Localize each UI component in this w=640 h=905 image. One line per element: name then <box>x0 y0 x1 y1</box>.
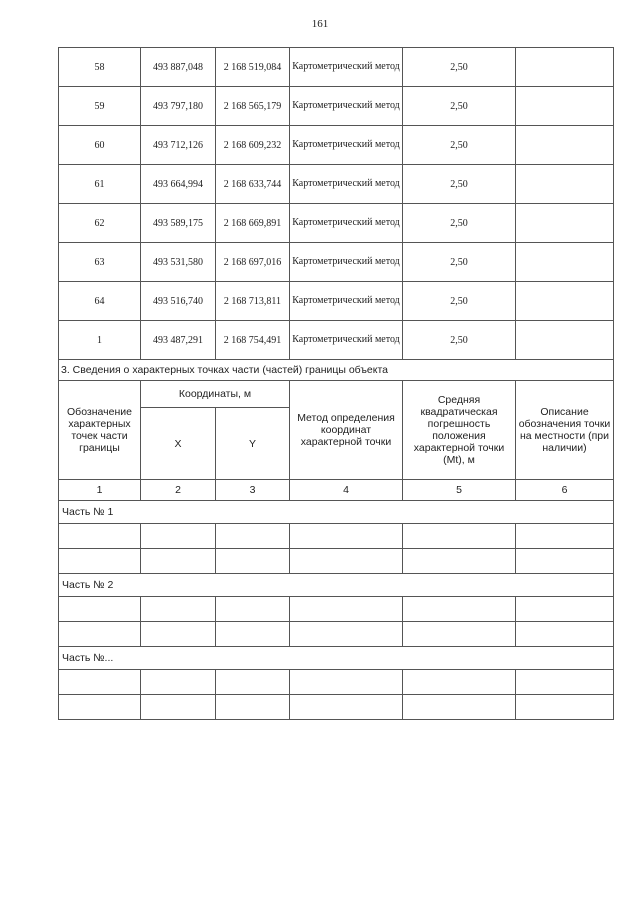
accuracy: 2,50 <box>403 165 516 204</box>
method: Картометрический метод <box>290 48 403 87</box>
coordinate-y: 2 168 565,179 <box>216 87 290 126</box>
section-3-title: 3. Сведения о характерных точках части (частей) границы объекта <box>59 360 614 381</box>
coordinate-y: 2 168 697,016 <box>216 243 290 282</box>
column-number: 1 <box>59 480 141 501</box>
header-x: X <box>141 408 216 480</box>
coordinate-rows <box>59 48 614 360</box>
header-coordinates: Координаты, м <box>141 381 290 408</box>
header-y: Y <box>216 408 290 480</box>
accuracy: 2,50 <box>403 126 516 165</box>
coordinate-y: 2 168 669,891 <box>216 204 290 243</box>
description <box>516 87 614 126</box>
header-accuracy: Средняя квадратическая погрешность положения характерной точки (Mt), м <box>403 381 516 480</box>
table-row <box>59 87 614 126</box>
part-title: Часть № 2 <box>59 574 614 597</box>
table-row <box>59 165 614 204</box>
accuracy: 2,50 <box>403 321 516 360</box>
coordinate-y: 2 168 609,232 <box>216 126 290 165</box>
accuracy: 2,50 <box>403 48 516 87</box>
coordinate-x: 493 712,126 <box>141 126 216 165</box>
column-number: 6 <box>516 480 614 501</box>
coordinate-x: 493 487,291 <box>141 321 216 360</box>
point-number: 61 <box>59 165 141 204</box>
header-description: Описание обозначения точки на местности (при наличии) <box>516 381 614 480</box>
coordinate-y: 2 168 519,084 <box>216 48 290 87</box>
description <box>516 165 614 204</box>
point-number: 58 <box>59 48 141 87</box>
point-number: 60 <box>59 126 141 165</box>
method: Картометрический метод <box>290 243 403 282</box>
method: Картометрический метод <box>290 126 403 165</box>
coordinate-x: 493 531,580 <box>141 243 216 282</box>
point-number: 64 <box>59 282 141 321</box>
table-row <box>59 243 614 282</box>
description <box>516 48 614 87</box>
page-number: 161 <box>311 18 329 30</box>
point-number: 62 <box>59 204 141 243</box>
table-row <box>59 126 614 165</box>
accuracy: 2,50 <box>403 243 516 282</box>
method: Картометрический метод <box>290 282 403 321</box>
empty-row <box>59 524 614 549</box>
coordinate-y: 2 168 633,744 <box>216 165 290 204</box>
point-number: 59 <box>59 87 141 126</box>
method: Картометрический метод <box>290 87 403 126</box>
table-row <box>59 204 614 243</box>
description <box>516 321 614 360</box>
coordinate-x: 493 797,180 <box>141 87 216 126</box>
method: Картометрический метод <box>290 321 403 360</box>
description <box>516 243 614 282</box>
empty-row <box>59 622 614 647</box>
section-3 <box>59 360 614 720</box>
part-title: Часть № 1 <box>59 501 614 524</box>
table-row <box>59 282 614 321</box>
description <box>516 126 614 165</box>
empty-row <box>59 597 614 622</box>
header-method: Метод определения координат характерной точки <box>290 381 403 480</box>
point-number: 1 <box>59 321 141 360</box>
accuracy: 2,50 <box>403 282 516 321</box>
boundary-points-table <box>58 47 614 720</box>
empty-row <box>59 549 614 574</box>
coordinate-x: 493 664,994 <box>141 165 216 204</box>
empty-row <box>59 670 614 695</box>
coordinate-y: 2 168 754,491 <box>216 321 290 360</box>
column-number: 5 <box>403 480 516 501</box>
part-title: Часть №... <box>59 647 614 670</box>
header-point-designation: Обозначение характерных точек части границы <box>59 381 141 480</box>
empty-row <box>59 695 614 720</box>
coordinate-x: 493 516,740 <box>141 282 216 321</box>
accuracy: 2,50 <box>403 204 516 243</box>
column-number: 2 <box>141 480 216 501</box>
method: Картометрический метод <box>290 165 403 204</box>
description <box>516 282 614 321</box>
coordinate-y: 2 168 713,811 <box>216 282 290 321</box>
coordinate-x: 493 887,048 <box>141 48 216 87</box>
accuracy: 2,50 <box>403 87 516 126</box>
table-row <box>59 48 614 87</box>
coordinate-x: 493 589,175 <box>141 204 216 243</box>
column-number: 4 <box>290 480 403 501</box>
description <box>516 204 614 243</box>
point-number: 63 <box>59 243 141 282</box>
table-row <box>59 321 614 360</box>
method: Картометрический метод <box>290 204 403 243</box>
column-number: 3 <box>216 480 290 501</box>
